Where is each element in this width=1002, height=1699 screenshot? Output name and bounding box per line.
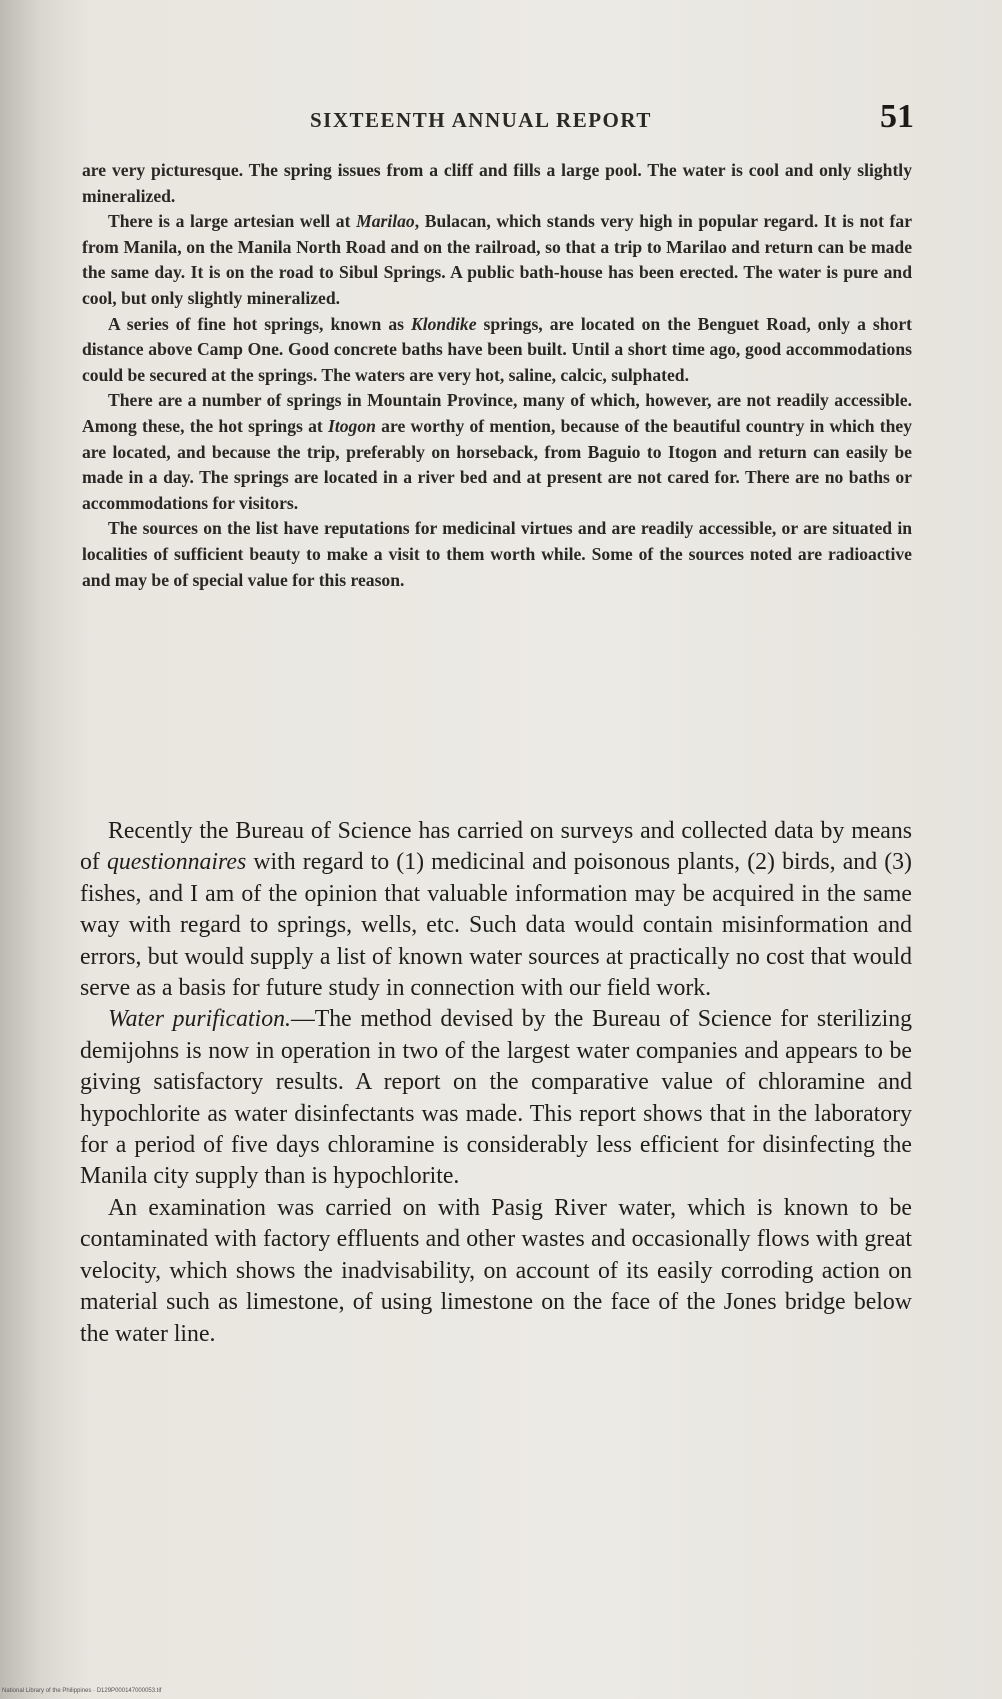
italic-place-name: Marilao [356, 211, 415, 232]
paragraph [82, 516, 912, 593]
text-run: There are a number of springs in Mountain Province, many of which, however, are not readily accessible. Among these, the hot springs at [82, 390, 912, 436]
scan-footer: National Library of the Philippines · D129P000147000053.tif [2, 1688, 162, 1694]
paragraph [80, 1193, 912, 1350]
text-run: with regard to (1) medicinal and poisonous plants, (2) birds, and (3) fishes, and I am of the opinion that valuable information may be acquired in the same way with regard to springs, wells, etc. Such data would contain misinformation and errors, but would supply a list of known water sources at practically no cost that would serve as a basis for future study in connection with our field work. [80, 849, 912, 1002]
text-run: springs, are located on the Benguet Road, only a short distance above Camp One. Good concrete baths have been built. Until a short time ago, good accommodations could be secured at the springs. The waters are very hot, saline, calcic, sulphated. [82, 313, 912, 385]
paragraph [82, 312, 912, 389]
text-run: A series of fine hot springs, known as [108, 313, 412, 334]
paragraph [82, 388, 912, 516]
text-run: The sources on the list have reputations for medicinal virtues and are readily accessible, or are situated in localities of sufficient beauty to make a visit to them worth while. Some of the sources noted are radioactive and may be of special value for this reason. [82, 518, 912, 590]
text-run: There is a large artesian well at [108, 211, 357, 232]
text-run: are worthy of mention, because of the beautiful country in which they are located, and because the trip, preferably on horseback, from Baguio to Itogon and return can easily be made in a day. The springs are located in a river bed and at present are not cared for. There are no baths or accommodations for visitors. [82, 415, 913, 513]
paragraph [82, 158, 912, 209]
section-heading-italic: Water purification. [108, 1006, 291, 1033]
paragraph [80, 816, 912, 1004]
paragraph [82, 209, 912, 311]
main-text-section [80, 816, 912, 1350]
text-run: —The method devised by the Bureau of Science for sterilizing demijohns is now in operation in two of the largest water companies and appears to be giving satisfactory results. A report on the comparative value of chloramine and hypochlorite as water disinfectants was made. This report shows that in the laboratory for a period of five days chloramine is considerably less efficient for disinfecting the Manila city supply than is hypochlorite. [80, 1006, 912, 1190]
text-run: Recently the Bureau of Science has carried on surveys and collected data by means of [80, 818, 912, 876]
italic-term: questionnaires [106, 849, 247, 876]
page-header [80, 98, 920, 144]
paragraph [80, 1004, 912, 1192]
page-number: 51 [880, 98, 914, 135]
italic-place-name: Itogon [328, 415, 376, 436]
text-run: An examination was carried on with Pasig River water, which is known to be contaminated with factory effluents and other wastes and occasionally flows with great velocity, which shows the inadvisability, on account of its easily corroding action on material such as limestone, of using limestone on the face of the Jones bridge below the water line. [80, 1194, 912, 1347]
text-run: , Bulacan, which stands very high in popular regard. It is not far from Manila, on the Manila North Road and on the railroad, so that a trip to Marilao and return can be made the same day. It is on the road to Sibul Springs. A public bath-house has been erected. The water is pure and cool, but only slightly mineralized. [82, 211, 913, 308]
text-run: are very picturesque. The spring issues from a cliff and fills a large pool. The water is cool and only slightly mineralized. [82, 160, 912, 206]
small-print-section [82, 158, 912, 593]
running-title: SIXTEENTH ANNUAL REPORT [310, 108, 652, 132]
italic-place-name: Klondike [411, 313, 477, 334]
